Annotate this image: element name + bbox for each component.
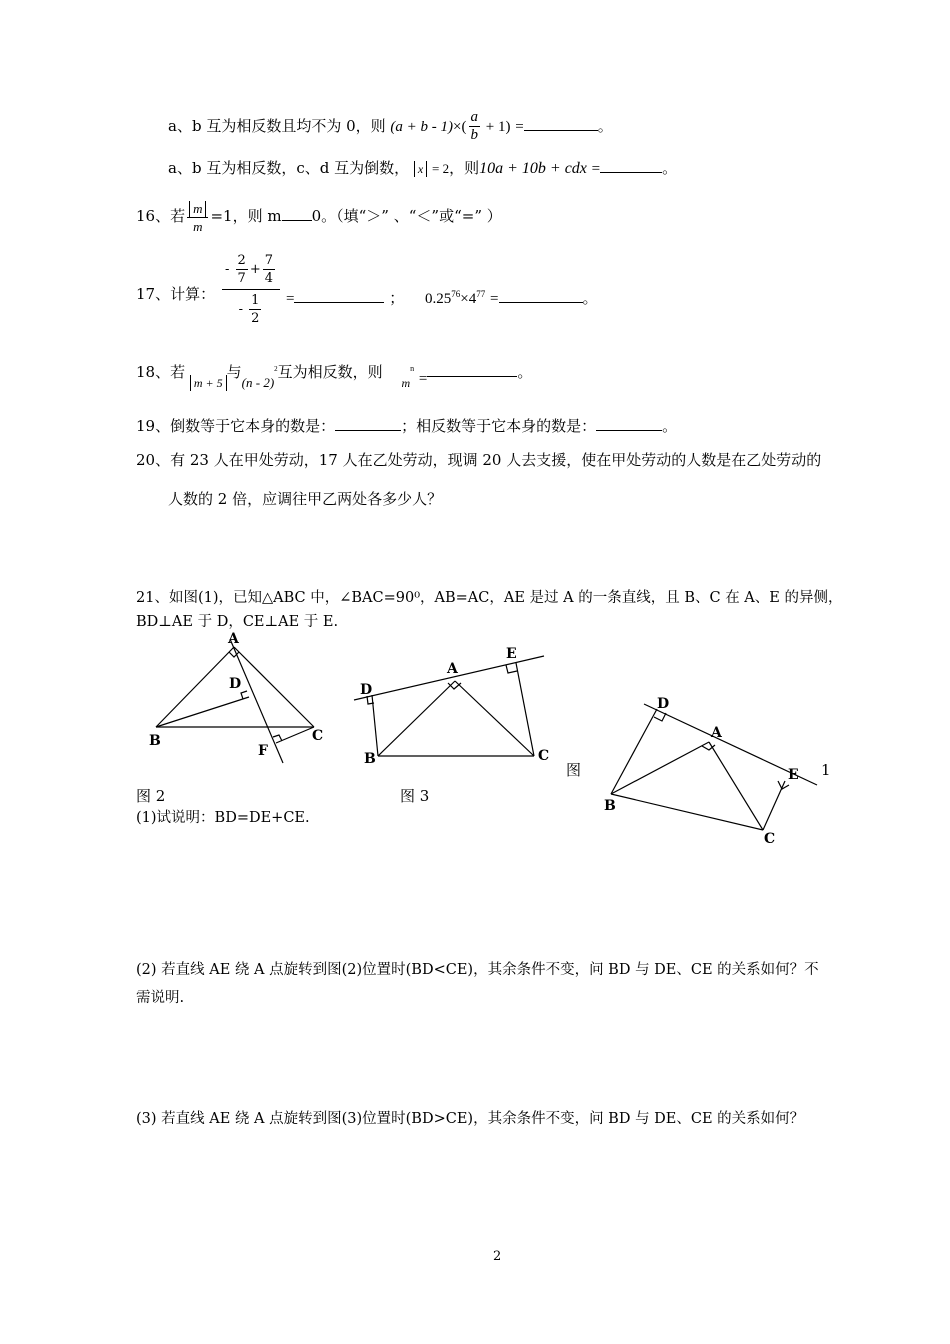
- q16-tail: 0。（填“＞” 、“＜”或“=” ）: [311, 207, 502, 225]
- fig2-label-c: C: [312, 728, 324, 744]
- q17-sep: ；: [389, 289, 405, 307]
- fig3-label-b: B: [364, 751, 376, 767]
- q19-answer-blank-1[interactable]: [335, 416, 401, 431]
- q17-top-frac-b: [263, 252, 275, 287]
- q15b-line: [168, 158, 677, 179]
- q21-part1: (1)试说明：BD=DE+CE.: [136, 810, 310, 826]
- q15a-frac-num: a: [470, 109, 478, 125]
- figure-2: [156, 639, 314, 763]
- q18-paren-expr: (n - 2): [241, 375, 275, 390]
- q17-right: [286, 284, 598, 309]
- q17-main-bar: [222, 289, 280, 290]
- q15b-abs-x: x: [414, 161, 427, 177]
- q15b-lead: a、b 互为相反数，c、d 互为倒数，: [168, 159, 410, 177]
- fig2-segment-ac: [234, 647, 314, 727]
- fig1-label-c: C: [764, 831, 776, 847]
- q17-equals2: =: [490, 291, 499, 307]
- q17-numerator: [222, 252, 280, 287]
- q18-line: [136, 359, 533, 390]
- q17-power-base: 0.25: [425, 291, 452, 307]
- fig1-segment-ac: [709, 742, 763, 830]
- q17-top-b-num: 7: [264, 253, 273, 268]
- q18-mn-base: m: [401, 376, 411, 390]
- q17-top-b-den: 4: [264, 271, 273, 286]
- q21-line1: 21、如图(1)，已知△ABC 中，∠BAC=90⁰，AB=AC，AE 是过 A 的一条直线，且 B、C 在 A、E 的异侧，: [136, 590, 843, 606]
- q15b-mid: ，则: [449, 159, 480, 177]
- q16-frac-den: m: [193, 218, 203, 234]
- q18-tail: 互为相反数，则: [277, 363, 383, 381]
- fig1-caption-b: 1: [821, 761, 831, 779]
- q17-bottom-num: 1: [251, 293, 260, 308]
- fig2-label-d: D: [229, 676, 242, 692]
- fig2-label-f: F: [258, 743, 268, 759]
- q17-equals: =: [286, 291, 295, 307]
- q18-abs-expr: m + 5: [190, 375, 227, 391]
- q19-end: 。: [662, 417, 678, 435]
- q17-answer-blank-2[interactable]: [499, 288, 583, 303]
- figure-2-labels: [149, 631, 323, 759]
- q20-line1: 20、有 23 人在甲处劳动，17 人在乙处劳动，现调 20 人去支援，使在甲处劳动的人数是在乙处劳动的: [136, 451, 822, 469]
- q21-line2: BD⊥AE 于 D，CE⊥AE 于 E.: [136, 614, 339, 630]
- q17-answer-blank-1[interactable]: [294, 288, 384, 303]
- fig3-label-c: C: [538, 748, 550, 764]
- q15b-abs-eq: = 2: [431, 161, 450, 176]
- q15b-answer-blank[interactable]: [600, 158, 662, 173]
- fig1-label-a: A: [711, 725, 722, 741]
- q17-power-exp2: 77: [476, 289, 486, 299]
- q19-answer-blank-2[interactable]: [596, 416, 662, 431]
- q15b-expr: 10a + 10b + cdx: [479, 160, 587, 177]
- fig1-segment-bc: [611, 794, 763, 830]
- q16-num: 16、若: [136, 207, 186, 225]
- fig3-label-d: D: [360, 682, 373, 698]
- q15a-end: 。: [597, 117, 613, 135]
- q18-paren-exp: 2: [274, 365, 278, 373]
- q17-num: 17、计算：: [136, 285, 216, 303]
- fig3-caption: 图 3: [400, 787, 430, 805]
- q17-bottom-frac: [249, 292, 261, 327]
- fig1-label-d: D: [657, 696, 670, 712]
- q16-abs-m: m: [189, 201, 206, 217]
- q15a-answer-blank[interactable]: [524, 116, 598, 131]
- q19-text-a: 19、倒数等于它本身的数是：: [136, 417, 336, 435]
- q17-plus: +: [249, 262, 261, 277]
- q17-top-a-num: 2: [237, 253, 246, 268]
- fig3-segment-bd: [372, 695, 378, 756]
- figure-3-labels: [360, 646, 549, 767]
- q18-num: 18、若: [136, 363, 186, 381]
- q18-equals: =: [418, 371, 428, 387]
- fig1-right-angle-d: [654, 713, 666, 721]
- fig3-label-a: A: [447, 661, 458, 677]
- q15a-lead: a、b 互为相反数且均不为 0，则: [168, 117, 386, 135]
- q15a-line: [168, 109, 613, 143]
- q18-mn-exp: n: [410, 364, 415, 373]
- q16-frac-num: [187, 200, 208, 218]
- q20-line2: 人数的 2 倍，应调往甲乙两处各多少人？: [168, 490, 443, 508]
- q16-fraction: [187, 200, 208, 235]
- q15a-fraction: [469, 109, 481, 144]
- q17-top-sign: -: [225, 262, 234, 277]
- q16-answer-blank[interactable]: [282, 206, 312, 221]
- q17-bottom-sign: -: [238, 302, 248, 317]
- q17-bottom-den: 2: [251, 311, 260, 326]
- fig1-caption-a: 图: [566, 761, 582, 779]
- q17-top-a-den: 7: [237, 271, 246, 286]
- q16-eq: =1，则 m: [210, 207, 282, 225]
- q17-top-frac-a: [236, 252, 248, 287]
- q18-end: 。: [517, 363, 533, 381]
- fig2-label-b: B: [149, 733, 161, 749]
- q15a-times: ×(: [453, 119, 467, 135]
- q15b-end: 。: [662, 159, 678, 177]
- q21-part3: (3) 若直线 AE 绕 A 点旋转到图(3)位置时(BD>CE)，其余条件不变，问 BD 与 DE、CE 的关系如何？: [136, 1111, 805, 1127]
- q17-end: 。: [582, 289, 598, 307]
- fig3-label-e: E: [506, 646, 517, 662]
- fig2-caption: 图 2: [136, 787, 166, 805]
- q16-line: [136, 196, 502, 236]
- fig2-right-angle-e: [273, 735, 282, 741]
- q17-complex-fraction: [222, 252, 280, 327]
- fig1-label-b: B: [604, 798, 616, 814]
- q19-line: [136, 416, 677, 436]
- figure-1-labels: [604, 696, 799, 847]
- q17-denominator: [222, 292, 280, 327]
- q15a-equals: =: [515, 119, 524, 135]
- q19-sep: ；相反数等于它本身的数是：: [401, 417, 597, 435]
- q15a-expr-close: + 1): [482, 119, 511, 135]
- q15a-frac-den: b: [470, 127, 478, 143]
- q17-times: ×4: [460, 291, 477, 307]
- q18-answer-blank[interactable]: [427, 362, 517, 377]
- q15a-expr-open: (a + b - 1): [390, 119, 454, 135]
- q17-power-exp1: 76: [451, 289, 461, 299]
- q18-with: 与: [226, 363, 242, 381]
- q15b-equals: =: [591, 161, 601, 177]
- page-number: 2: [493, 1249, 502, 1264]
- q21-part2-line2: 需说明.: [136, 990, 185, 1006]
- figure-1: [611, 704, 817, 830]
- q21-part2-line1: (2) 若直线 AE 绕 A 点旋转到图(2)位置时(BD<CE)，其余条件不变，问 BD 与 DE、CE 的关系如何？不: [136, 962, 819, 978]
- fig2-label-a: A: [228, 631, 239, 647]
- fig1-label-e: E: [788, 767, 799, 783]
- fig3-right-angle-e: [506, 665, 517, 673]
